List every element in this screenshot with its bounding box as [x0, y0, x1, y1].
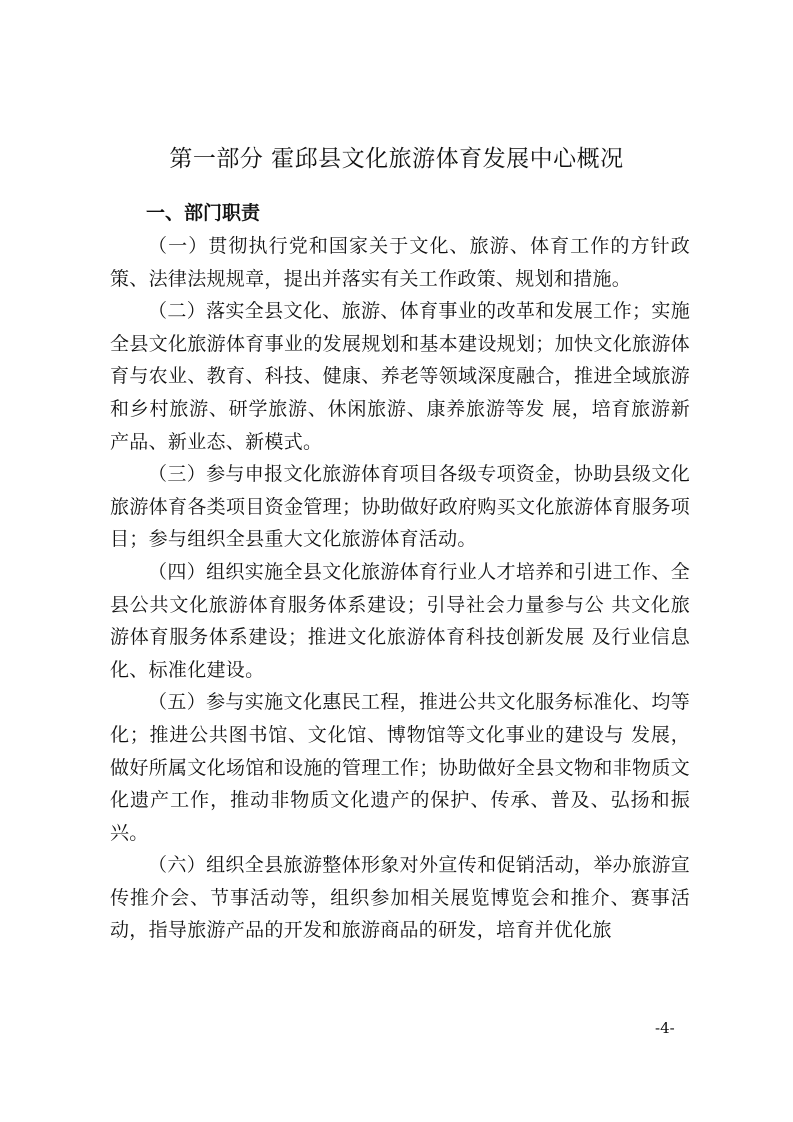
- page-title: 第一部分 霍邱县文化旅游体育发展中心概况: [169, 146, 624, 172]
- paragraph-3: （三）参与申报文化旅游体育项目各级专项资金，协助县级文化旅游体育各类项目资金管理；协助做好政府购买文化旅游体育服务项目；参与组织全县重大文化旅游体育活动。: [110, 463, 690, 551]
- section-heading: 一、部门职责: [146, 202, 261, 224]
- paragraph-1: （一）贯彻执行党和国家关于文化、旅游、体育工作的方针政策、法律法规规章，提出并落实有关工作政策、规划和措施。: [110, 235, 690, 290]
- body-text: [110, 230, 690, 947]
- paragraph-5: （五）参与实施文化惠民工程，推进公共文化服务标准化、均等化；推进公共图书馆、文化馆、博物馆等文化事业的建设与 发展，做好所属文化场馆和设施的管理工作；协助做好全县文物和非物质文化遗产工作，推动非物质文化遗产的保护、传承、普及、弘扬和振兴。: [110, 691, 690, 844]
- paragraph-2: （二）落实全县文化、旅游、体育事业的改革和发展工作；实施全县文化旅游体育事业的发展规划和基本建设规划；加快文化旅游体育与农业、教育、科技、健康、养老等领域深度融合，推进全域旅游和乡村旅游、研学旅游、休闲旅游、康养旅游等发 展，培育旅游新产品、新业态、新模式。: [110, 300, 690, 453]
- paragraph-6: （六）组织全县旅游整体形象对外宣传和促销活动，举办旅游宣传推介会、节事活动等，组织参加相关展览博览会和推介、赛事活动，指导旅游产品的开发和旅游商品的研发，培育并优化旅: [110, 854, 690, 942]
- page-number: -4-: [655, 1019, 675, 1037]
- paragraph-4: （四）组织实施全县文化旅游体育行业人才培养和引进工作、全县公共文化旅游体育服务体系建设；引导社会力量参与公 共文化旅游体育服务体系建设；推进文化旅游体育科技创新发展 及行业信息化、标准化建设。: [110, 560, 690, 681]
